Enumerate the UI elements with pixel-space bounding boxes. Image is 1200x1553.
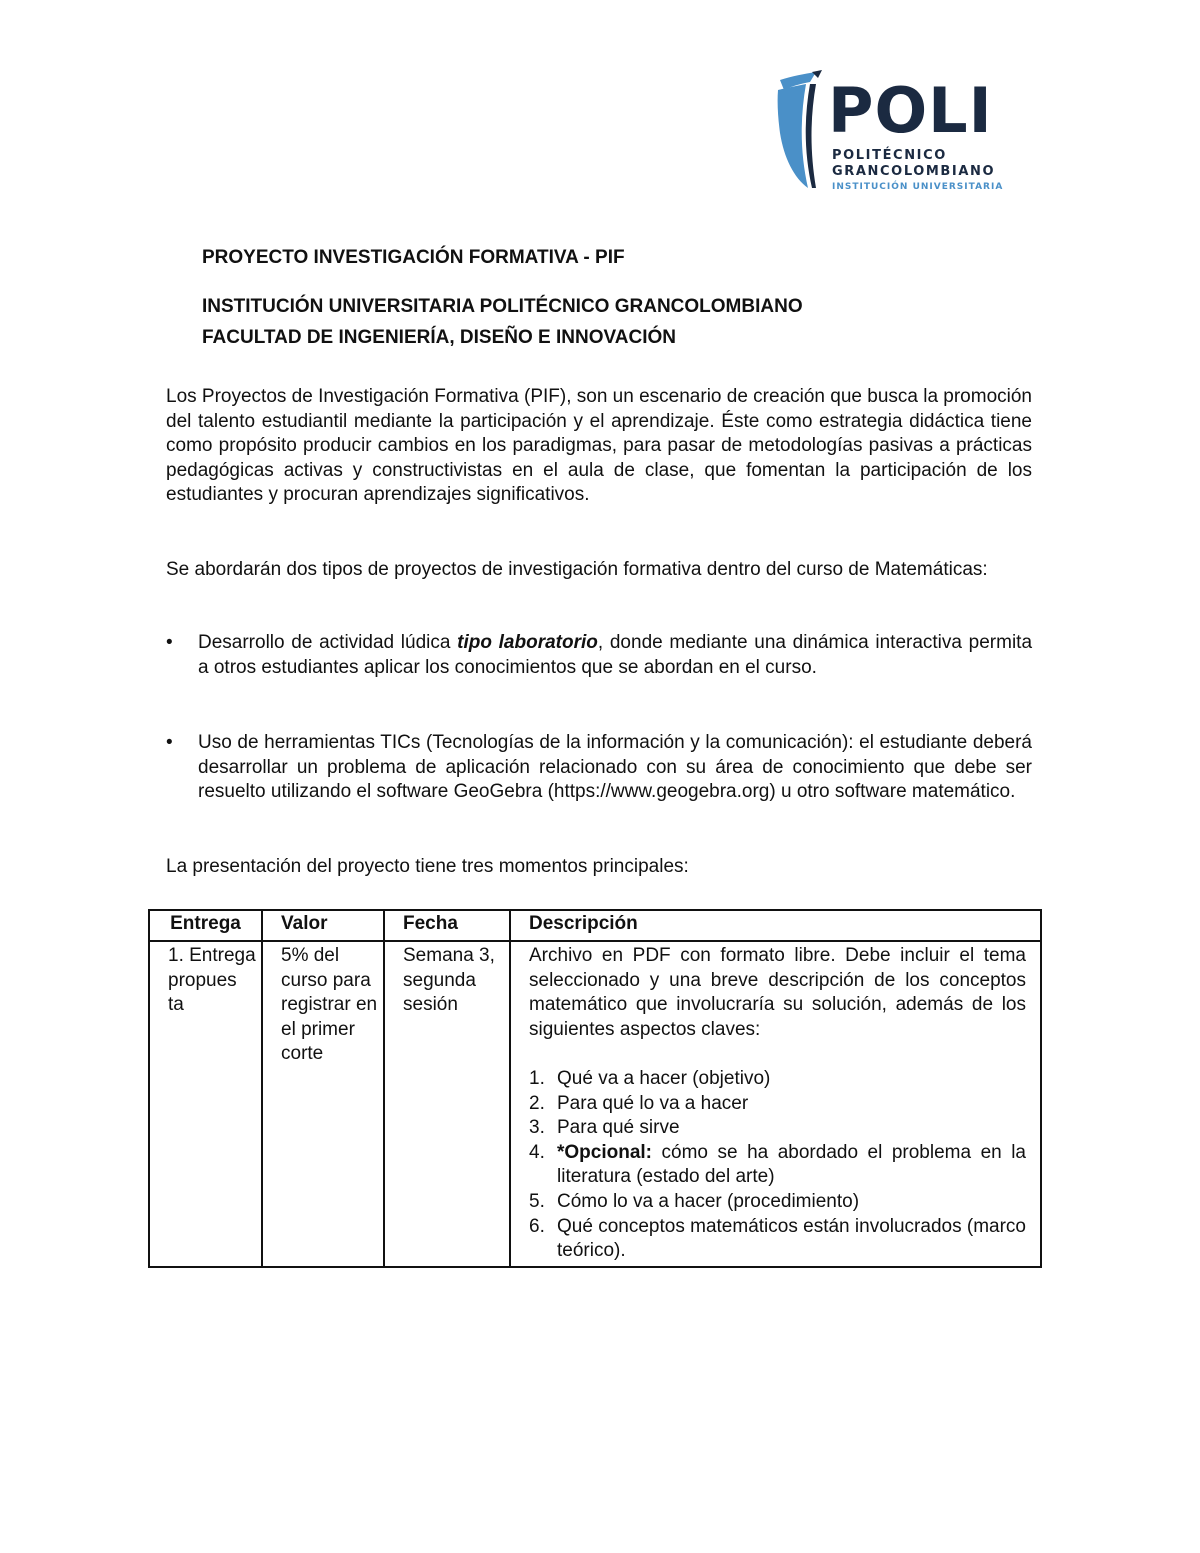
cell-fecha: Semana 3, segunda sesión	[384, 941, 510, 1267]
project-types-paragraph: Se abordarán dos tipos de proyectos de investigación formativa dentro del curso de Matemáticas:	[166, 559, 988, 580]
project-type-list-1	[166, 631, 1032, 680]
faculty-heading: FACULTAD DE INGENIERÍA, DISEÑO E INNOVACIÓN	[202, 327, 676, 348]
header-fecha: Fecha	[384, 910, 510, 941]
step-text: Qué va a hacer (objetivo)	[557, 1067, 771, 1089]
bullet-text-end: , donde mediante una dinámica interactiva permita a otros estudiantes aplicar los conocimientos que se abordan en el curso.	[198, 632, 1033, 678]
step-text: cómo se ha abordado el problema en la literatura (estado del arte)	[557, 1141, 1026, 1188]
institution-heading: INSTITUCIÓN UNIVERSITARIA POLITÉCNICO GRANCOLOMBIANO	[202, 296, 803, 317]
list-item	[529, 1215, 1026, 1264]
step-number: 1.	[529, 1067, 545, 1089]
header-valor: Valor	[262, 910, 384, 941]
aspects-list	[529, 1067, 1026, 1264]
list-item	[529, 1092, 1026, 1117]
step-number: 6.	[529, 1215, 545, 1237]
list-item	[529, 1141, 1026, 1190]
table-header-row	[149, 910, 1041, 941]
logo-subtitle-politecnico: POLITÉCNICO	[832, 148, 947, 163]
deliverables-table	[148, 909, 1042, 1268]
poli-logo	[770, 68, 1004, 198]
list-item: • Uso de herramientas TICs (Tecnologías de la información y la comunicación): el estudiante deberá desarrollar un problema de aplicación relacionado con su área de conocimiento que debe ser resuelto utilizando el software GeoGebra (https://www.geogebra.org) u otro software matemático.	[166, 731, 1032, 805]
list-item	[529, 1190, 1026, 1215]
bullet-emphasis: tipo laboratorio	[457, 632, 598, 653]
cell-descripcion	[510, 941, 1041, 1267]
logo-subtitle-grancolombiano: GRANCOLOMBIANO	[832, 164, 996, 179]
description-text: Archivo en PDF con formato libre. Debe incluir el tema seleccionado y una breve descripción de los conceptos matemático que involucraría su solución, además de los siguientes aspectos claves:	[529, 945, 1026, 1040]
step-number: 4.	[529, 1141, 545, 1163]
step-text: Para qué sirve	[557, 1117, 680, 1139]
table-row	[149, 941, 1041, 1267]
step-number: 5.	[529, 1190, 545, 1212]
step-number: 3.	[529, 1117, 545, 1139]
logo-subtitle-institucion: INSTITUCIÓN UNIVERSITARIA	[832, 182, 1004, 192]
logo-wordmark: POLI	[828, 74, 993, 147]
step-number: 2.	[529, 1092, 545, 1114]
intro-paragraph: Los Proyectos de Investigación Formativa (PIF), son un escenario de creación que busca la promoción del talento estudiantil mediante la participación y el aprendizaje. Éste como estrategia didáctica tiene como propósito producir cambios en los paradigmas, para pasar de metodologías pasivas a prácticas pedagógicas activas y constructivistas en el aula de clase, que fomentan la participación de los estudiantes y procuran aprendizajes significativos.	[166, 386, 1033, 506]
list-item	[166, 631, 1032, 680]
header-descripcion: Descripción	[510, 910, 1041, 941]
step-text: Para qué lo va a hacer	[557, 1092, 749, 1114]
step-text: Cómo lo va a hacer (procedimiento)	[557, 1190, 860, 1212]
document-title: PROYECTO INVESTIGACIÓN FORMATIVA - PIF	[202, 247, 625, 268]
project-type-list-2	[166, 731, 1032, 805]
step-text: Qué conceptos matemáticos están involucrados (marco teórico).	[557, 1215, 1026, 1262]
cell-valor: 5% del curso para registrar en el primer corte	[262, 941, 384, 1267]
cell-entrega: 1. Entrega propues ta	[149, 941, 262, 1267]
moments-paragraph: La presentación del proyecto tiene tres momentos principales:	[166, 856, 689, 877]
list-item	[529, 1067, 1026, 1092]
header-entrega: Entrega	[149, 910, 262, 941]
poli-logo-mark-icon	[770, 68, 830, 193]
list-item	[529, 1116, 1026, 1141]
bullet-text-start: Desarrollo de actividad lúdica	[198, 632, 458, 653]
step-label-optional: *Opcional:	[557, 1141, 653, 1163]
